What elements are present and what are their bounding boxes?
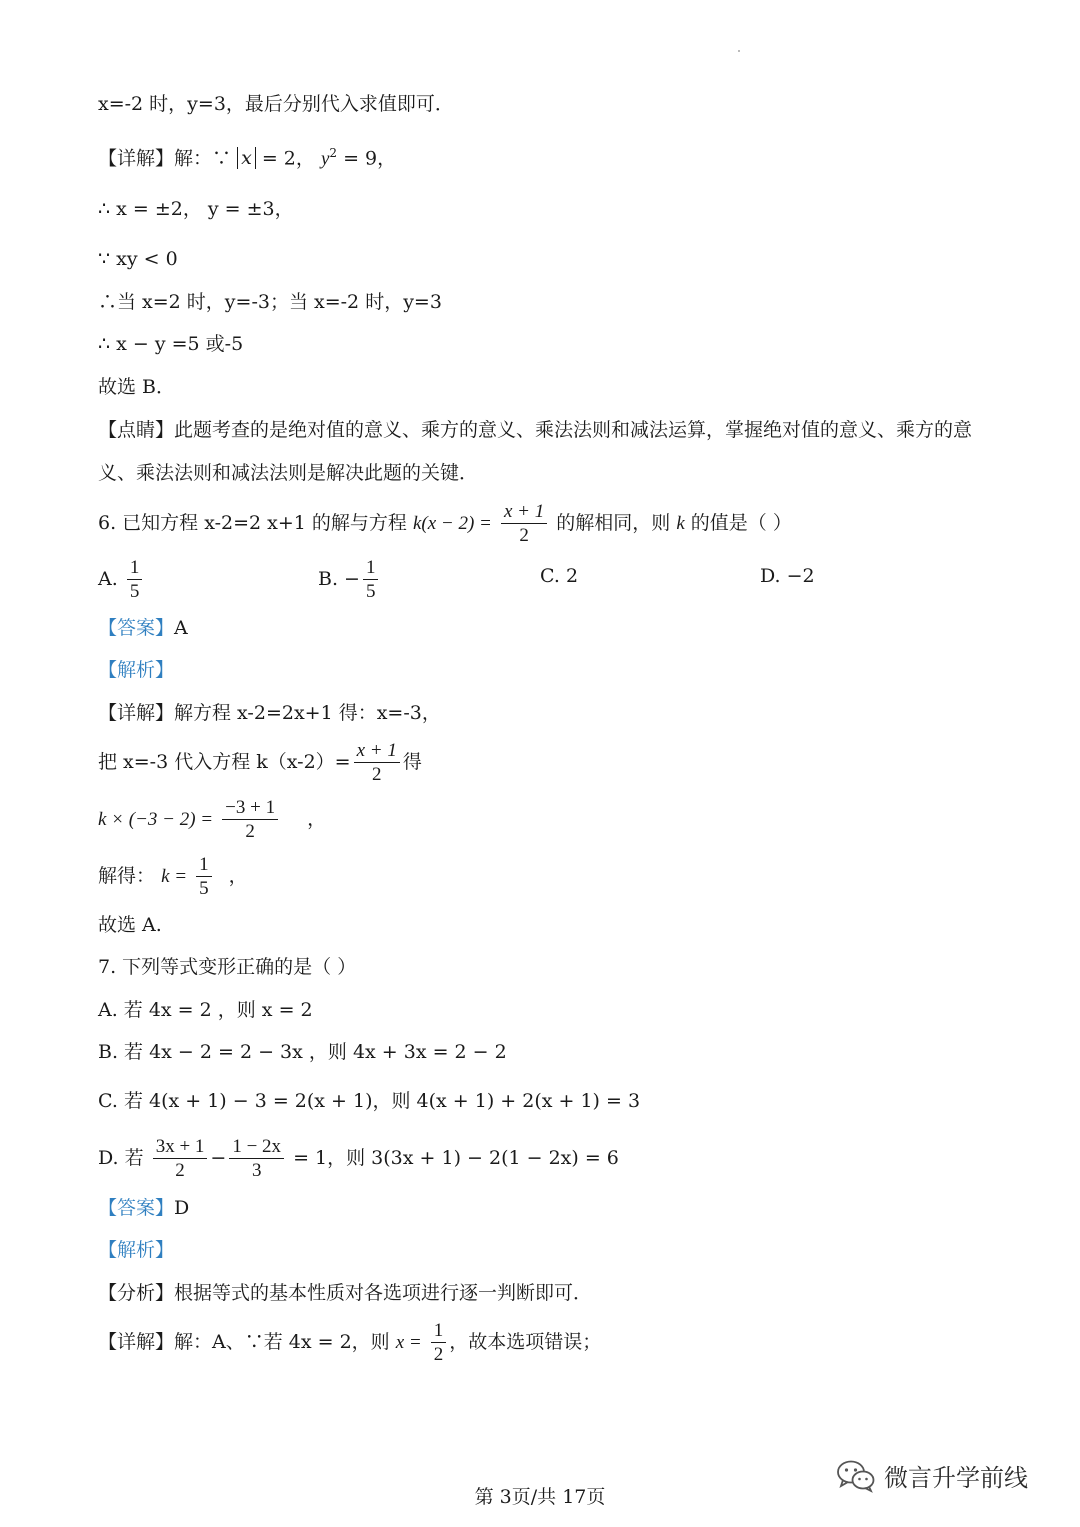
fraction	[501, 501, 547, 548]
text: 解：∵	[174, 147, 232, 170]
text: 的解相同，则	[556, 512, 671, 534]
detail-line	[98, 791, 326, 848]
answer: D	[174, 1197, 190, 1219]
text: 解得：	[98, 865, 156, 887]
numerator: 1	[196, 854, 212, 877]
text: 的值是（ ）	[690, 512, 792, 534]
text: 解：A、∵若 4x = 2，则	[174, 1331, 390, 1353]
answer-line	[98, 1194, 189, 1222]
wechat-icon	[836, 1459, 876, 1493]
var: y	[320, 148, 330, 170]
numerator: x + 1	[354, 740, 400, 763]
page-footer: 第 3页/共 17页	[474, 1486, 606, 1508]
numerator: 1 − 2x	[229, 1136, 284, 1159]
detail-line	[98, 139, 396, 173]
fraction	[153, 1136, 208, 1183]
equation: k =	[161, 866, 188, 887]
analysis-line	[98, 1279, 592, 1307]
text: 6. 已知方程 x-2=2 x+1 的解与方程	[98, 512, 407, 534]
numerator: 1	[363, 557, 379, 580]
detail-line	[98, 1314, 601, 1371]
fraction	[127, 557, 143, 604]
comment-tag: 【点睛】	[98, 419, 175, 441]
text: 根据等式的基本性质对各选项进行逐一判断即可．	[174, 1282, 593, 1304]
numerator: 1	[127, 557, 143, 580]
option-label: B. −	[318, 568, 360, 590]
text-line: 故选 B．	[98, 376, 176, 398]
watermark	[836, 1458, 1028, 1493]
denominator: 2	[245, 820, 255, 842]
detail-line	[98, 848, 248, 905]
text-line: x=-2 时，y=3，最后分别代入求值即可．	[98, 93, 454, 115]
text: 此题考查的是绝对值的意义、乘方的意义、乘法法则和减法运算，掌握绝对值的意义、乘方的意	[174, 419, 973, 441]
denominator: 2	[371, 763, 382, 785]
denominator: 3	[251, 1159, 262, 1181]
equation: k × (−3 − 2) =	[98, 809, 214, 830]
q7-stem: 7. 下列等式变形正确的是（ ）	[98, 956, 357, 978]
text-line: ∵ xy < 0	[98, 248, 178, 270]
text-line: 故选 A.	[98, 914, 162, 936]
numerator: 1	[431, 1320, 447, 1343]
text-line: ∴ x − y =5 或-5	[98, 333, 244, 355]
text: = 1，则 3(3x + 1) − 2(1 − 2x) = 6	[293, 1147, 619, 1169]
fraction	[196, 854, 212, 901]
option-c: C. 2	[540, 565, 579, 587]
detail-tag: 【详解】	[98, 702, 175, 724]
detail-line	[98, 734, 422, 790]
text-line: 义、乘法法则和减法法则是解决此题的关键．	[98, 462, 479, 484]
answer-tag: 【答案】	[98, 617, 175, 639]
equation: k(x − 2) =	[412, 513, 492, 534]
option-d: D. −2	[760, 565, 815, 587]
analysis-sub-tag: 【分析】	[98, 1282, 175, 1304]
text: ，故本选项错误；	[449, 1331, 602, 1353]
text: 得	[402, 751, 422, 773]
denominator: 5	[129, 580, 140, 602]
answer: A	[174, 617, 188, 639]
answer-line	[98, 614, 188, 642]
text: ，	[307, 808, 327, 830]
option-a	[98, 553, 145, 605]
text-line: ∴当 x=2 时，y=-3；当 x=-2 时，y=3	[98, 291, 442, 313]
option-a: A. 若 4x = 2 ，则 x = 2	[98, 999, 313, 1021]
analysis-tag: 【解析】	[98, 1239, 175, 1261]
detail-tag: 【详解】	[98, 1331, 175, 1353]
numerator: −3 + 1	[222, 797, 278, 820]
abs-value: x	[237, 147, 256, 169]
denominator: 5	[365, 580, 376, 602]
option-b	[318, 553, 381, 605]
fraction	[229, 1136, 284, 1183]
denominator: 5	[199, 877, 209, 899]
detail-tag: 【详解】	[98, 147, 175, 170]
exponent: 2	[329, 146, 338, 160]
comment-line	[98, 416, 972, 444]
text: D. 若	[98, 1147, 144, 1169]
fraction	[363, 557, 379, 604]
text: 把 x=-3 代入方程 k（x-2）=	[98, 751, 351, 773]
numerator: 3x + 1	[153, 1136, 208, 1159]
fraction	[222, 797, 278, 844]
option-c: C. 若 4(x + 1) − 3 = 2(x + 1)，则 4(x + 1) + 2(x + 1) = 3	[98, 1090, 641, 1112]
detail-line	[98, 699, 441, 727]
option-label: A.	[98, 568, 118, 590]
option-d	[98, 1130, 619, 1186]
numerator: x + 1	[501, 501, 547, 524]
text: = 9，	[343, 147, 397, 170]
denominator: 2	[433, 1343, 444, 1365]
var: k	[676, 513, 685, 534]
text: −	[210, 1147, 227, 1169]
text: ，	[228, 865, 248, 887]
answer-tag: 【答案】	[98, 1197, 175, 1219]
scan-speck	[738, 50, 740, 52]
fraction	[431, 1320, 447, 1367]
denominator: 2	[175, 1159, 185, 1181]
equation: x =	[395, 1332, 422, 1353]
q6-stem	[98, 495, 792, 552]
option-b: B. 若 4x − 2 = 2 − 3x ，则 4x + 3x = 2 − 2	[98, 1041, 507, 1063]
text: = 2，	[261, 147, 315, 170]
text-line: ∴ x = ±2， y = ±3，	[98, 198, 294, 220]
text: 解方程 x-2=2x+1 得：x=-3，	[174, 702, 441, 724]
fraction	[354, 740, 400, 787]
analysis-tag: 【解析】	[98, 659, 175, 681]
watermark-text: 微言升学前线	[884, 1464, 1028, 1492]
denominator: 2	[519, 524, 529, 546]
